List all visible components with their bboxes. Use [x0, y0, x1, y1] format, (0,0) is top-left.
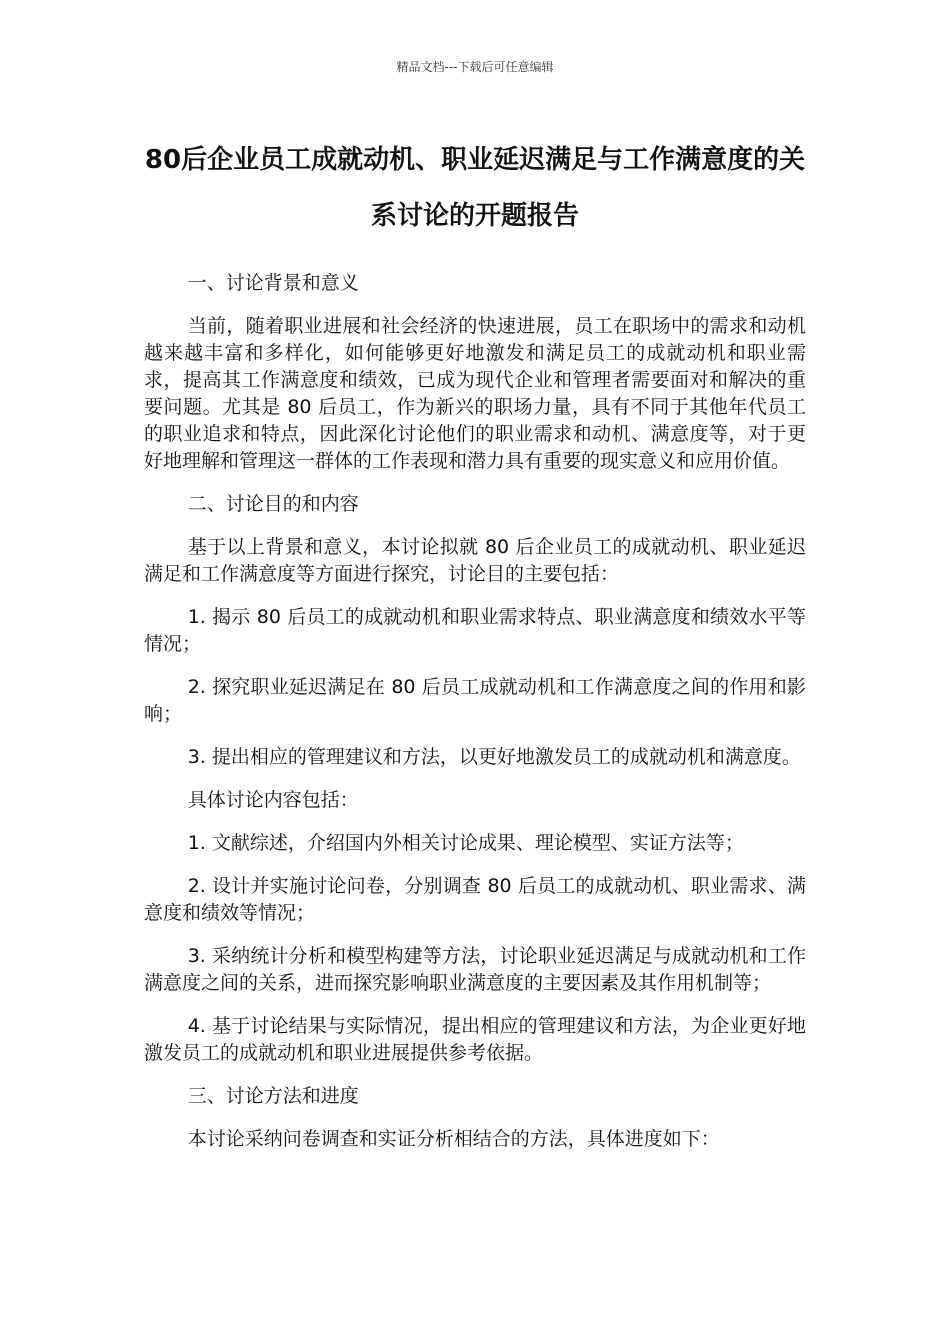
- section-heading-method: 三、讨论方法和进度: [187, 1085, 359, 1107]
- list-item-goal-3: 3. 提出相应的管理建议和方法，以更好地激发员工的成就动机和满意度。: [187, 746, 801, 768]
- document-title: 80后企业员工成就动机、职业延迟满足与工作满意度的关系讨论的开题报告: [144, 145, 806, 231]
- section-heading-purpose: 二、讨论目的和内容: [187, 493, 359, 515]
- paragraph-content-intro: 具体讨论内容包括：: [187, 789, 359, 811]
- list-item-content-1: 1. 文献综述，介绍国内外相关讨论成果、理论模型、实证方法等；: [187, 832, 744, 854]
- list-item-content-2: 2. 设计并实施讨论问卷，分别调查 80 后员工的成就动机、职业需求、满意度和绩效等情况；: [144, 875, 806, 924]
- document-body: [144, 270, 806, 1169]
- paragraph-background: 当前，随着职业进展和社会经济的快速进展，员工在职场中的需求和动机越来越丰富和多样化，如何能够更好地激发和满足员工的成就动机和职业需求，提高其工作满意度和绩效，已成为现代企业和管理者需要面对和解决的重要问题。尤其是 80 后员工，作为新兴的职场力量，具有不同于其他年代员工的职业追求和特点，因此深化讨论他们的职业需求和动机、满意度等，对于更好地理解和管理这一群体的工作表现和潜力具有重要的现实意义和应用价值。: [144, 315, 806, 472]
- paragraph-purpose-intro: 基于以上背景和意义，本讨论拟就 80 后企业员工的成就动机、职业延迟满足和工作满意度等方面进行探究，讨论目的主要包括：: [144, 536, 806, 585]
- list-item-goal-1: 1. 揭示 80 后员工的成就动机和职业需求特点、职业满意度和绩效水平等情况；: [144, 606, 806, 655]
- header-note: 精品文档---下载后可任意编辑: [396, 60, 554, 74]
- paragraph-method-intro: 本讨论采纳问卷调查和实证分析相结合的方法，具体进度如下：: [187, 1128, 720, 1150]
- list-item-goal-2: 2. 探究职业延迟满足在 80 后员工成就动机和工作满意度之间的作用和影响；: [144, 676, 806, 725]
- list-item-content-3: 3. 采纳统计分析和模型构建等方法，讨论职业延迟满足与成就动机和工作满意度之间的关系，进而探究影响职业满意度的主要因素及其作用机制等；: [144, 945, 806, 994]
- list-item-content-4: 4. 基于讨论结果与实际情况，提出相应的管理建议和方法，为企业更好地激发员工的成就动机和职业进展提供参考依据。: [144, 1015, 806, 1064]
- section-heading-background: 一、讨论背景和意义: [187, 272, 359, 294]
